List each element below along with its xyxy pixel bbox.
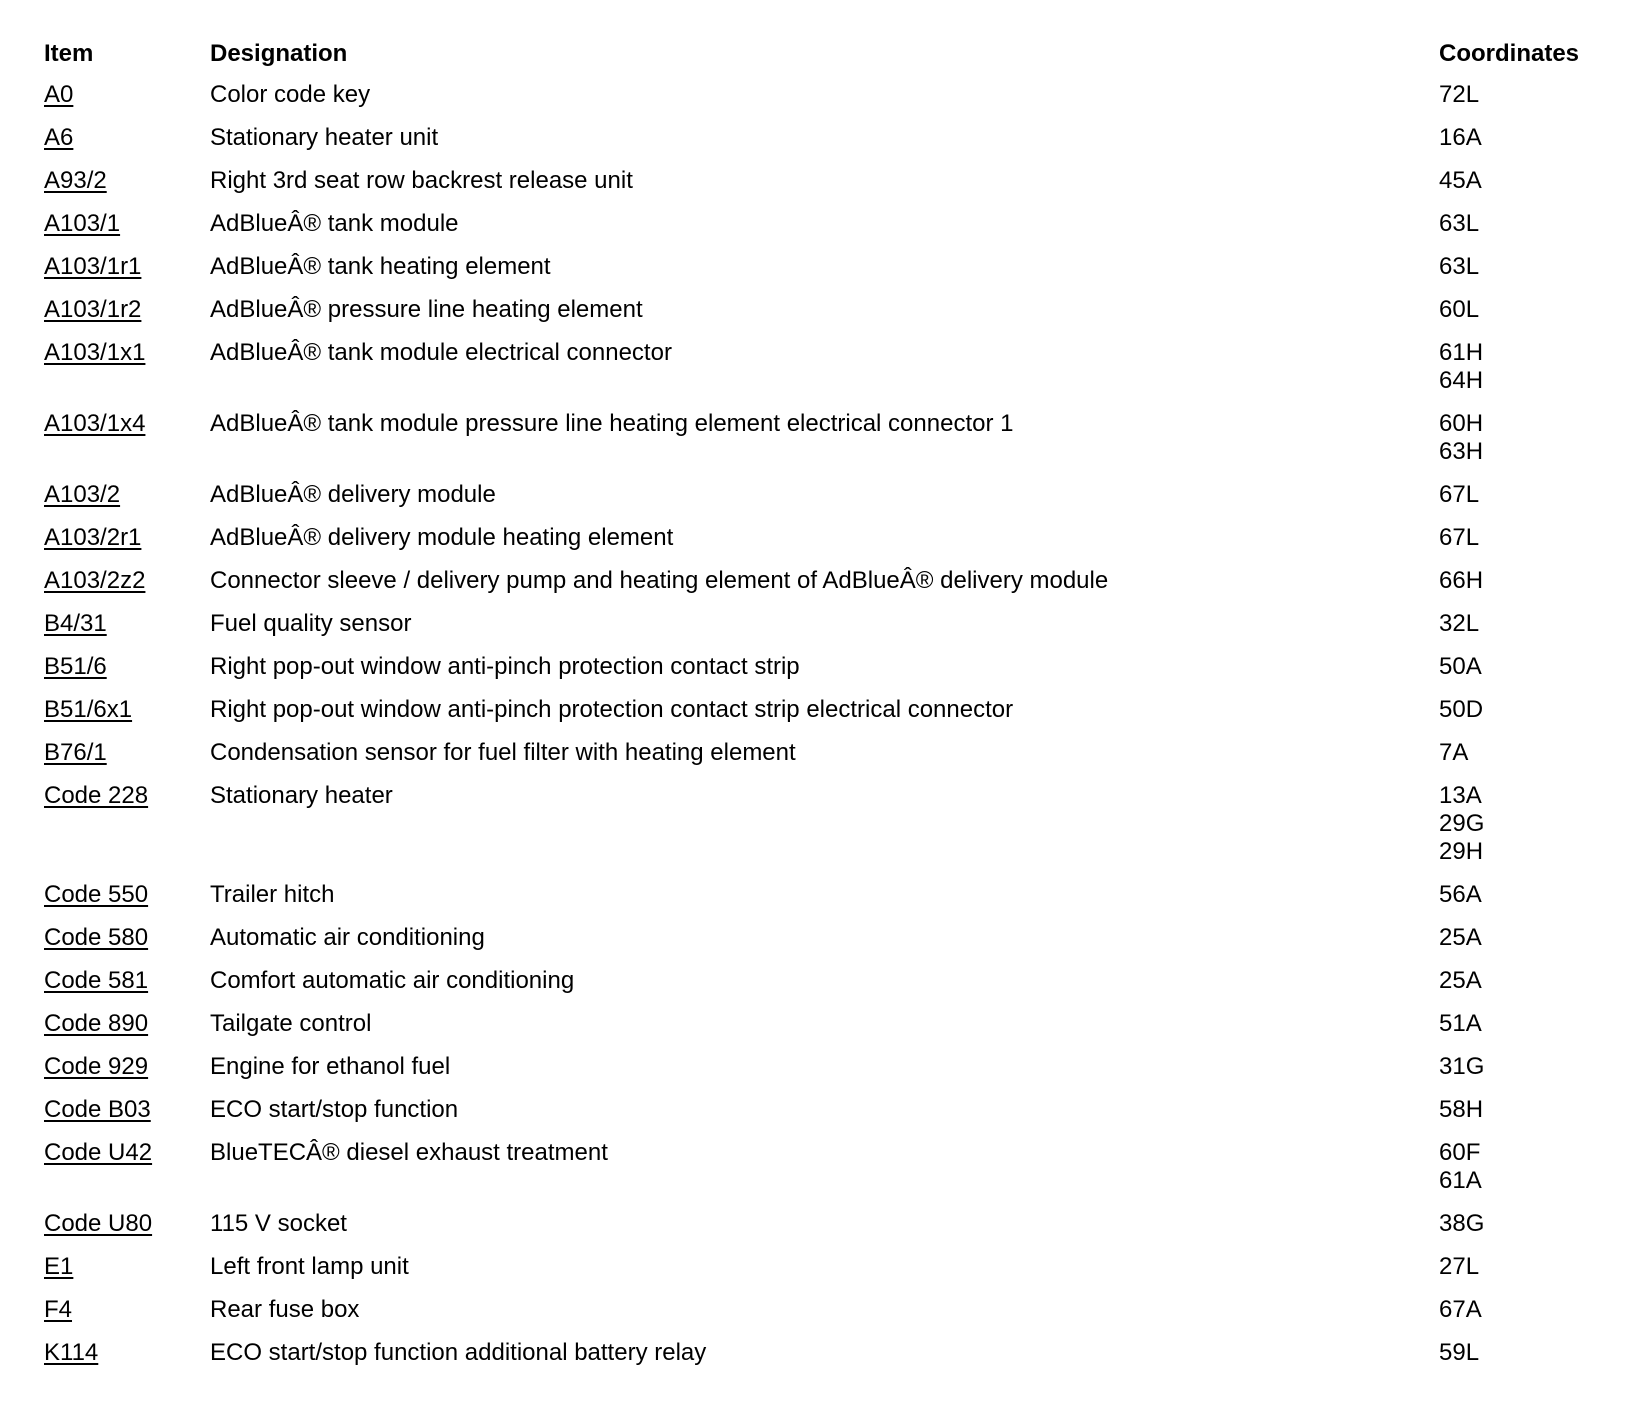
item-cell	[44, 647, 210, 690]
item-link[interactable]: Code 890	[44, 1010, 149, 1037]
coordinates-cell	[1439, 561, 1584, 604]
coordinate-value: 16A	[1439, 124, 1482, 151]
table-row	[44, 1004, 1584, 1047]
designation-cell: Condensation sensor for fuel filter with heating element	[210, 739, 796, 766]
item-cell	[44, 1004, 210, 1047]
item-cell	[44, 518, 210, 561]
designation-cell: Right pop-out window anti-pinch protection contact strip	[210, 653, 800, 680]
coordinates-cell	[1439, 961, 1584, 1004]
item-link[interactable]: B51/6x1	[44, 696, 133, 723]
item-cell	[44, 733, 210, 776]
coordinate-value: 32L	[1439, 610, 1480, 637]
table-row	[44, 1047, 1584, 1090]
coordinate-value: 29G	[1439, 810, 1485, 837]
item-cell	[44, 776, 210, 875]
coordinates-cell	[1439, 161, 1584, 204]
designation-cell: AdBlueÂ® delivery module	[210, 481, 496, 508]
table-row	[44, 1333, 1584, 1376]
designation-column-header: Designation	[210, 40, 348, 67]
item-cell	[44, 161, 210, 204]
coordinates-cell	[1439, 1204, 1584, 1247]
designation-cell: Connector sleeve / delivery pump and heating element of AdBlueÂ® delivery module	[210, 567, 1109, 594]
coordinates-cell	[1439, 647, 1584, 690]
designation-cell: Stationary heater unit	[210, 124, 439, 151]
table-row	[44, 733, 1584, 776]
coordinate-value: 7A	[1439, 739, 1469, 766]
designation-cell: Rear fuse box	[210, 1296, 360, 1323]
coordinate-value: 29H	[1439, 838, 1484, 865]
legend-body	[44, 75, 1584, 1376]
item-link[interactable]: Code 228	[44, 782, 149, 809]
designation-cell: Color code key	[210, 81, 371, 108]
table-row	[44, 333, 1584, 404]
coordinates-cell	[1439, 690, 1584, 733]
coordinates-cell	[1439, 604, 1584, 647]
coordinates-cell	[1439, 1333, 1584, 1376]
item-column-header: Item	[44, 40, 94, 67]
designation-cell: ECO start/stop function	[210, 1096, 459, 1123]
table-row	[44, 604, 1584, 647]
designation-cell: Right 3rd seat row backrest release unit	[210, 167, 633, 194]
item-cell	[44, 604, 210, 647]
item-cell	[44, 75, 210, 118]
designation-cell: Trailer hitch	[210, 881, 335, 908]
coordinate-value: 67A	[1439, 1296, 1482, 1323]
table-row	[44, 875, 1584, 918]
item-cell	[44, 118, 210, 161]
item-cell	[44, 561, 210, 604]
table-row	[44, 690, 1584, 733]
item-link[interactable]: F4	[44, 1296, 73, 1323]
coordinates-cell	[1439, 75, 1584, 118]
item-cell	[44, 690, 210, 733]
table-row	[44, 118, 1584, 161]
item-cell	[44, 918, 210, 961]
coordinate-value: 31G	[1439, 1053, 1485, 1080]
designation-cell: Tailgate control	[210, 1010, 372, 1037]
coordinates-cell	[1439, 1047, 1584, 1090]
coordinates-cell	[1439, 290, 1584, 333]
designation-cell: AdBlueÂ® tank module electrical connector	[210, 339, 672, 366]
component-legend-table	[44, 36, 1584, 1376]
item-link[interactable]: A93/2	[44, 167, 107, 194]
coordinate-value: 45A	[1439, 167, 1482, 194]
item-cell	[44, 1090, 210, 1133]
item-link[interactable]: K114	[44, 1339, 99, 1366]
designation-cell: Left front lamp unit	[210, 1253, 409, 1280]
designation-cell: Comfort automatic air conditioning	[210, 967, 575, 994]
table-row	[44, 204, 1584, 247]
item-link[interactable]: Code 581	[44, 967, 149, 994]
coordinate-value: 58H	[1439, 1096, 1484, 1123]
table-row	[44, 1247, 1584, 1290]
coordinate-value: 72L	[1439, 81, 1480, 108]
coordinate-value: 64H	[1439, 367, 1484, 394]
item-cell	[44, 404, 210, 475]
table-row	[44, 1090, 1584, 1133]
coordinates-cell	[1439, 333, 1584, 404]
item-cell	[44, 333, 210, 404]
item-link[interactable]: Code U42	[44, 1139, 153, 1166]
coordinates-cell	[1439, 1247, 1584, 1290]
coordinates-cell	[1439, 1004, 1584, 1047]
coordinates-cell	[1439, 1090, 1584, 1133]
item-link[interactable]: A103/2	[44, 481, 121, 508]
coordinates-cell	[1439, 204, 1584, 247]
item-link[interactable]: A103/1	[44, 210, 121, 237]
coordinate-value: 66H	[1439, 567, 1484, 594]
table-row	[44, 247, 1584, 290]
item-link[interactable]: E1	[44, 1253, 74, 1280]
designation-cell: ECO start/stop function additional battery relay	[210, 1339, 707, 1366]
coordinate-value: 67L	[1439, 481, 1480, 508]
coordinate-value: 67L	[1439, 524, 1480, 551]
table-row	[44, 475, 1584, 518]
coordinate-value: 50A	[1439, 653, 1482, 680]
table-row	[44, 75, 1584, 118]
table-row	[44, 1204, 1584, 1247]
item-link[interactable]: Code 550	[44, 881, 149, 908]
item-cell	[44, 475, 210, 518]
coordinates-cell	[1439, 1133, 1584, 1204]
coordinate-value: 56A	[1439, 881, 1482, 908]
coordinate-value: 63L	[1439, 210, 1480, 237]
item-link[interactable]: Code U80	[44, 1210, 153, 1237]
table-row	[44, 518, 1584, 561]
coordinates-cell	[1439, 247, 1584, 290]
coordinates-cell	[1439, 118, 1584, 161]
table-row	[44, 647, 1584, 690]
item-link[interactable]: Code 580	[44, 924, 149, 951]
item-link[interactable]: Code 929	[44, 1053, 149, 1080]
coordinates-cell	[1439, 404, 1584, 475]
item-cell	[44, 875, 210, 918]
designation-cell: AdBlueÂ® tank heating element	[210, 253, 551, 280]
coordinate-value: 60H	[1439, 410, 1484, 437]
item-cell	[44, 1247, 210, 1290]
designation-cell: Automatic air conditioning	[210, 924, 485, 951]
item-link[interactable]: Code B03	[44, 1096, 151, 1123]
coordinate-value: 13A	[1439, 782, 1482, 809]
item-link[interactable]: B76/1	[44, 739, 107, 766]
designation-cell: Fuel quality sensor	[210, 610, 412, 637]
designation-cell: BlueTECÂ® diesel exhaust treatment	[210, 1139, 608, 1166]
coordinates-cell	[1439, 733, 1584, 776]
coordinates-column-header: Coordinates	[1439, 40, 1580, 67]
coordinate-value: 50D	[1439, 696, 1484, 723]
table-row	[44, 290, 1584, 333]
item-cell	[44, 290, 210, 333]
coordinate-value: 25A	[1439, 924, 1482, 951]
header-row	[44, 36, 1584, 75]
item-cell	[44, 1047, 210, 1090]
item-link[interactable]: A103/2r1	[44, 524, 142, 551]
coordinates-cell	[1439, 875, 1584, 918]
item-link[interactable]: A0	[44, 81, 74, 108]
designation-cell: AdBlueÂ® tank module pressure line heating element electrical connector 1	[210, 410, 1014, 437]
item-link[interactable]: A103/1x4	[44, 410, 146, 437]
coordinate-value: 60F	[1439, 1139, 1481, 1166]
coordinate-value: 60L	[1439, 296, 1480, 323]
designation-cell: AdBlueÂ® tank module	[210, 210, 459, 237]
item-link[interactable]: A103/1r2	[44, 296, 142, 323]
item-cell	[44, 1290, 210, 1333]
item-link[interactable]: A6	[44, 124, 74, 151]
item-cell	[44, 961, 210, 1004]
designation-cell: Engine for ethanol fuel	[210, 1053, 451, 1080]
coordinates-cell	[1439, 1290, 1584, 1333]
coordinate-value: 27L	[1439, 1253, 1480, 1280]
item-link[interactable]: A103/1x1	[44, 339, 146, 366]
table-row	[44, 918, 1584, 961]
coordinate-value: 38G	[1439, 1210, 1485, 1237]
designation-cell: AdBlueÂ® delivery module heating element	[210, 524, 674, 551]
coordinate-value: 63L	[1439, 253, 1480, 280]
item-cell	[44, 1133, 210, 1204]
table-row	[44, 404, 1584, 475]
item-cell	[44, 1204, 210, 1247]
coordinates-cell	[1439, 475, 1584, 518]
coordinate-value: 51A	[1439, 1010, 1482, 1037]
item-cell	[44, 204, 210, 247]
table-row	[44, 961, 1584, 1004]
coordinate-value: 61A	[1439, 1167, 1482, 1194]
table-row	[44, 776, 1584, 875]
designation-cell: AdBlueÂ® pressure line heating element	[210, 296, 643, 323]
item-cell	[44, 247, 210, 290]
coordinates-cell	[1439, 776, 1584, 875]
item-link[interactable]: B51/6	[44, 653, 107, 680]
designation-cell: 115 V socket	[210, 1210, 347, 1237]
coordinate-value: 63H	[1439, 438, 1484, 465]
coordinates-cell	[1439, 918, 1584, 961]
designation-cell: Right pop-out window anti-pinch protection contact strip electrical connector	[210, 696, 1014, 723]
item-link[interactable]: A103/1r1	[44, 253, 142, 280]
item-link[interactable]: A103/2z2	[44, 567, 146, 594]
item-cell	[44, 1333, 210, 1376]
table-row	[44, 561, 1584, 604]
coordinates-cell	[1439, 518, 1584, 561]
table-row	[44, 1133, 1584, 1204]
item-link[interactable]: B4/31	[44, 610, 107, 637]
table-row	[44, 1290, 1584, 1333]
coordinate-value: 25A	[1439, 967, 1482, 994]
coordinate-value: 59L	[1439, 1339, 1480, 1366]
designation-cell: Stationary heater	[210, 782, 393, 809]
coordinate-value: 61H	[1439, 339, 1484, 366]
table-row	[44, 161, 1584, 204]
